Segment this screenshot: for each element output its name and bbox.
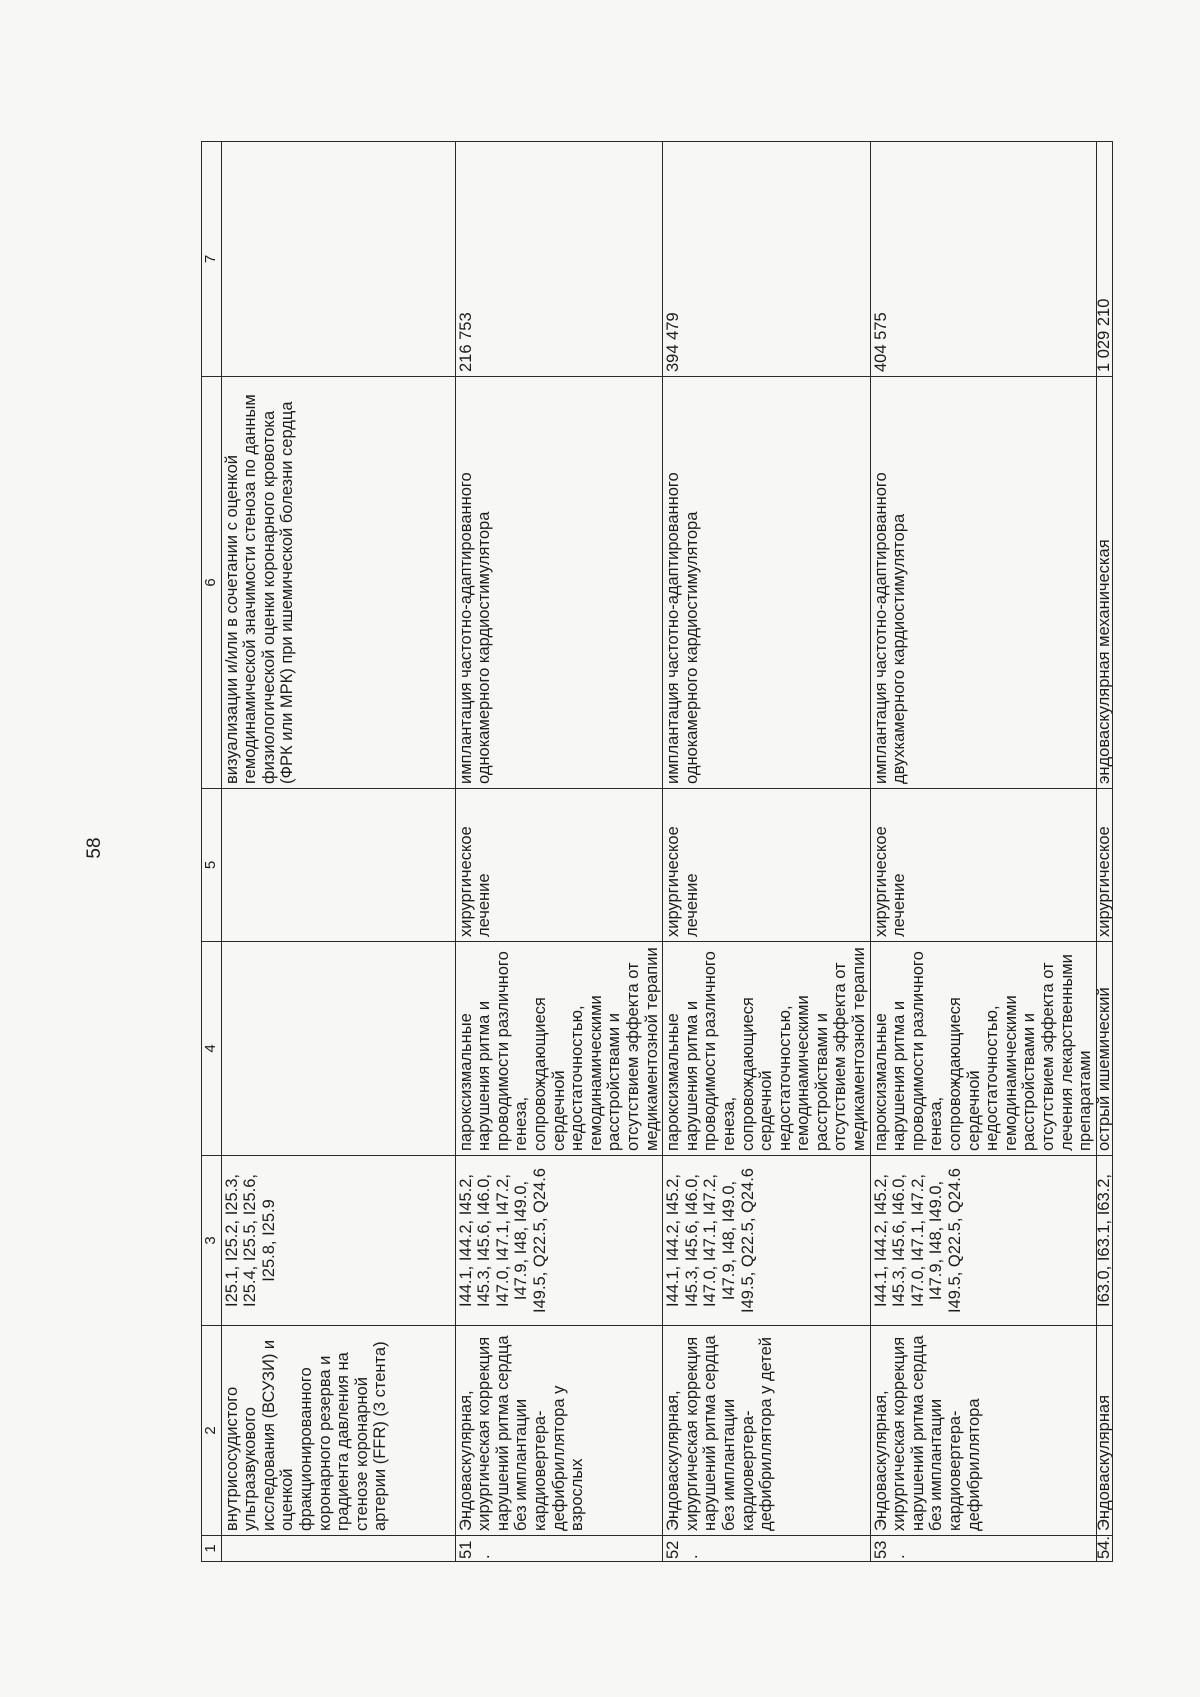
row-name: Эндоваскулярная, хирургическая коррекция нарушений ритма сердца без имплантации кардиовертера-дефибриллятора у детей bbox=[663, 1326, 871, 1536]
row-cost: 1 029 210 bbox=[1096, 142, 1112, 377]
row-cost bbox=[221, 142, 455, 377]
row-codes: I44.1, I44.2, I45.2, I45.3, I45.6, I46.0, I47.0, I47.1, I47.2, I47.9, I48, I49.0, I49.5, Q22.5, Q24.6 bbox=[870, 1156, 1096, 1326]
row-codes: I44.1, I44.2, I45.2, I45.3, I45.6, I46.0, I47.0, I47.1, I47.2, I47.9, I48, I49.0, I49.5, Q22.5, Q24.6 bbox=[455, 1156, 663, 1326]
row-treatment: хирургическое лечение bbox=[870, 789, 1096, 942]
row-number: 54. bbox=[1096, 1536, 1112, 1562]
row-diagnosis: острый ишемический bbox=[1096, 942, 1112, 1156]
header-col-3: 3 bbox=[202, 1156, 222, 1326]
header-col-4: 4 bbox=[202, 942, 222, 1156]
row-name: Эндоваскулярная, хирургическая коррекция нарушений ритма сердца без имплантации кардиовертера-дефибриллятора bbox=[870, 1326, 1096, 1536]
row-codes: I25.1, I25.2, I25.3, I25.4, I25.5, I25.6, I25.8, I25.9 bbox=[221, 1156, 455, 1326]
row-cost: 394 479 bbox=[663, 142, 871, 377]
table-row bbox=[221, 142, 455, 1562]
row-method: эндоваскулярная механическая bbox=[1096, 377, 1112, 789]
row-method: имплантация частотно-адаптированного двухкамерного кардиостимулятора bbox=[870, 377, 1096, 789]
row-name: Эндоваскулярная bbox=[1096, 1326, 1112, 1536]
row-method: имплантация частотно-адаптированного однокамерного кардиостимулятора bbox=[663, 377, 871, 789]
table-row bbox=[1096, 142, 1112, 1562]
table-row bbox=[455, 142, 663, 1562]
row-codes: I63.0, I63.1, I63.2, bbox=[1096, 1156, 1112, 1326]
header-col-2: 2 bbox=[202, 1326, 222, 1536]
row-treatment: хирургическое лечение bbox=[455, 789, 663, 942]
header-col-5: 5 bbox=[202, 789, 222, 942]
row-number: 52. bbox=[663, 1536, 871, 1562]
header-col-1: 1 bbox=[202, 1536, 222, 1562]
row-name: внутрисосудистого ультразвукового исследования (ВСУЗИ) и оценкой фракционированного коронарного резерва и градиента давления на стенозе коронарной артерии (FFR) (3 стента) bbox=[221, 1326, 455, 1536]
row-method: имплантация частотно-адаптированного однокамерного кардиостимулятора bbox=[455, 377, 663, 789]
row-number bbox=[221, 1536, 455, 1562]
row-diagnosis bbox=[221, 942, 455, 1156]
header-col-7: 7 bbox=[202, 142, 222, 377]
row-treatment: хирургическое лечение bbox=[663, 789, 871, 942]
table-row bbox=[663, 142, 871, 1562]
row-diagnosis: пароксизмальные нарушения ритма и проводимости различного генеза, сопровождающиеся сердечной недостаточностью, гемодинамическими расстройствами и отсутствием эффекта от лечения лекарственными препаратами bbox=[870, 942, 1096, 1156]
header-col-6: 6 bbox=[202, 377, 222, 789]
row-treatment bbox=[221, 789, 455, 942]
procedures-table-container bbox=[201, 142, 1113, 1562]
page-number: 58 bbox=[84, 837, 105, 859]
table-row bbox=[870, 142, 1096, 1562]
row-diagnosis: пароксизмальные нарушения ритма и проводимости различного генеза, сопровождающиеся сердечной недостаточностью, гемодинамическими расстройствами и отсутствием эффекта от медикаментозной терапии bbox=[663, 942, 871, 1156]
procedures-table bbox=[201, 141, 1113, 1562]
row-codes: I44.1, I44.2, I45.2, I45.3, I45.6, I46.0, I47.0, I47.1, I47.2, I47.9, I48, I49.0, I49.5, Q22.5, Q24.6 bbox=[663, 1156, 871, 1326]
header-row bbox=[202, 142, 222, 1562]
row-number: 51. bbox=[455, 1536, 663, 1562]
row-cost: 404 575 bbox=[870, 142, 1096, 377]
row-cost: 216 753 bbox=[455, 142, 663, 377]
row-diagnosis: пароксизмальные нарушения ритма и проводимости различного генеза, сопровождающиеся сердечной недостаточностью, гемодинамическими расстройствами и отсутствием эффекта от медикаментозной терапии bbox=[455, 942, 663, 1156]
row-method: визуализации и/или в сочетании с оценкой гемодинамической значимости стеноза по данным физиологической оценки коронарного кровотока (ФРК или МРК) при ишемической болезни сердца bbox=[221, 377, 455, 789]
row-number: 53. bbox=[870, 1536, 1096, 1562]
row-treatment: хирургическое bbox=[1096, 789, 1112, 942]
row-name: Эндоваскулярная, хирургическая коррекция нарушений ритма сердца без имплантации кардиовертера-дефибриллятора у взрослых bbox=[455, 1326, 663, 1536]
